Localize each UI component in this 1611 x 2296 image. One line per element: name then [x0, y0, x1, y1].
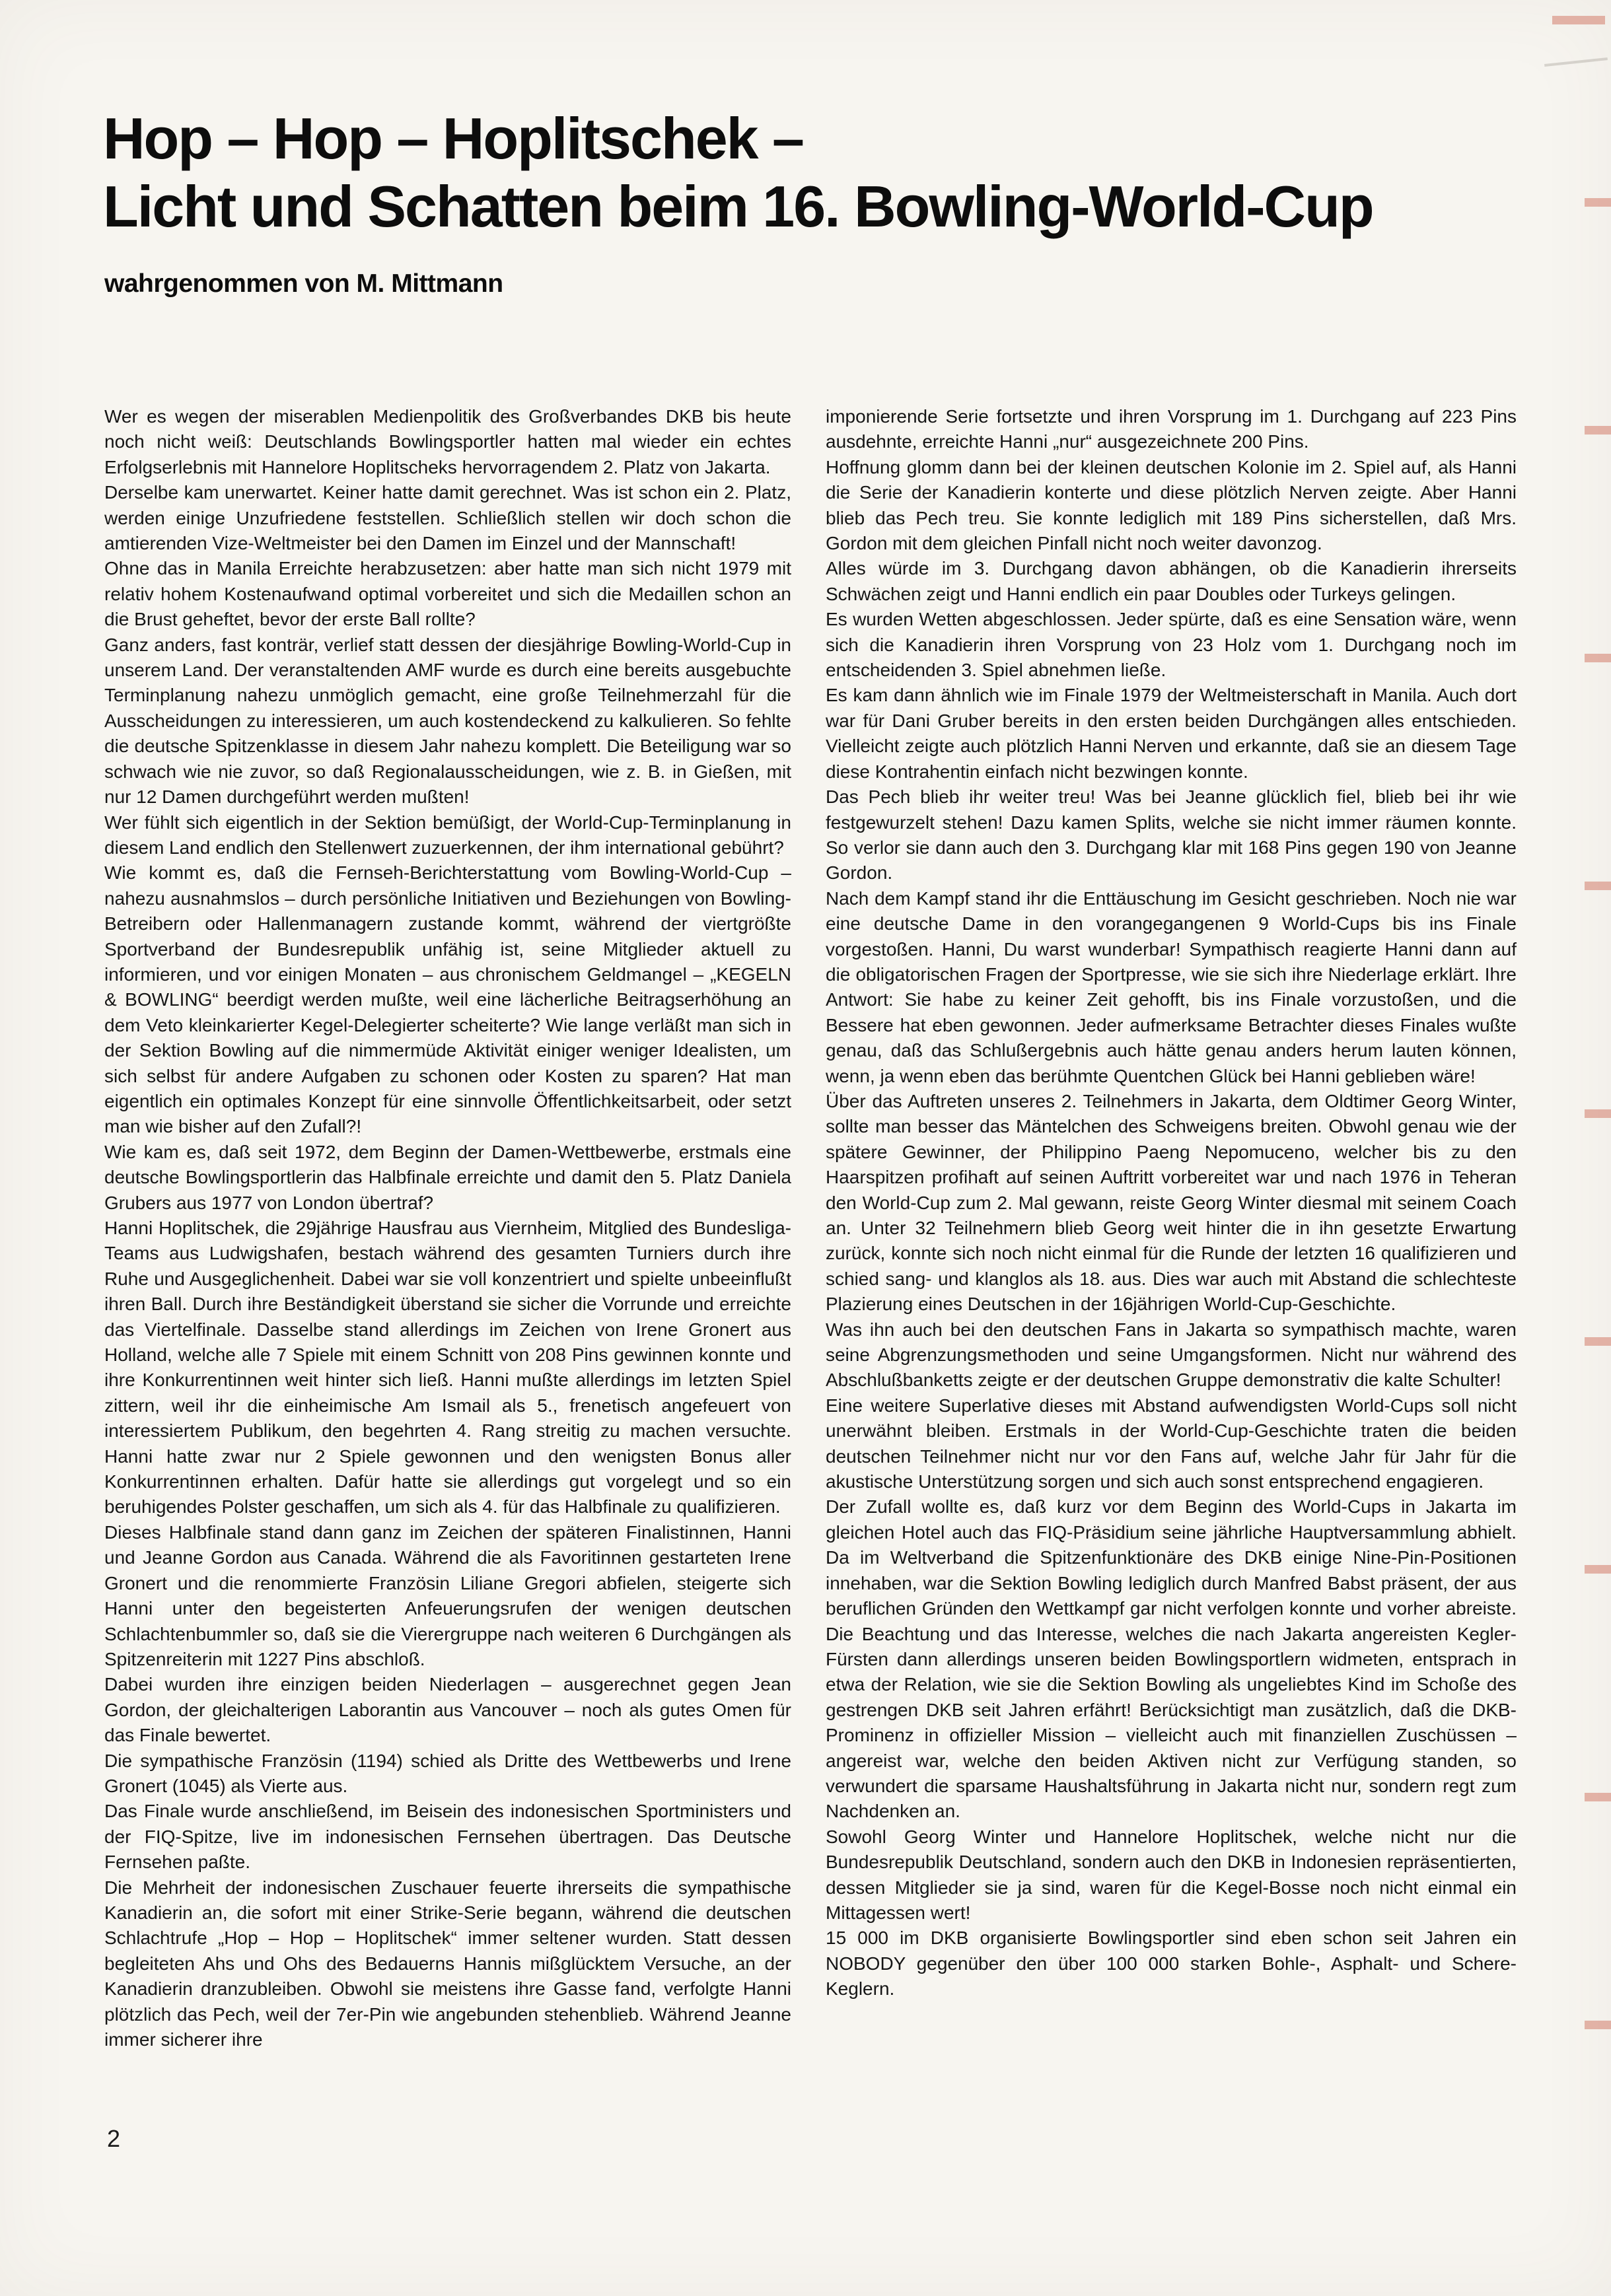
article-column-left [104, 404, 791, 2052]
registration-mark [1585, 882, 1611, 890]
registration-mark [1585, 654, 1611, 662]
paragraph: imponierende Serie fortsetzte und ihren Vorsprung im 1. Durchgang auf 223 Pins ausdehnte, erreichte Hanni „nur“ ausgezeichnete 200 Pins. [826, 406, 1517, 452]
paragraph: Alles würde im 3. Durchgang davon abhängen, ob die Kanadierin ihrerseits Schwächen zeigt und Hanni endlich ein paar Doubles oder Turkeys gelingen. [826, 558, 1517, 604]
paragraph: Derselbe kam unerwartet. Keiner hatte damit gerechnet. Was ist schon ein 2. Platz, werden einige Unzufriedene feststellen. Schließlich stellen wir doch schon die amtierenden Vize-Weltmeister bei den Damen im Einzel und der Mannschaft! [104, 482, 791, 554]
paragraph: Hoffnung glomm dann bei der kleinen deutschen Kolonie im 2. Spiel auf, als Hanni die Serie der Kanadierin konterte und diese plötzlich Nerven zeigte. Aber Hanni blieb das Pech treu. Sie konnte lediglich mit 189 Pins sicherstellen, daß Mrs. Gordon mit dem gleichen Pinfall nicht noch weiter davonzog. [826, 456, 1517, 554]
paragraph: Dieses Halbfinale stand dann ganz im Zeichen der späteren Finalistinnen, Hanni und Jeanne Gordon aus Canada. Während die als Favoritinnen gestarteten Irene Gronert und die renommierte Französin Liliane Gregori abfielen, steigerte sich Hanni unter den begeisterten Anfeuerungsrufen der wenigen deutschen Schlachtenbummler so, daß sie die Vierergruppe nach weiteren 6 Durchgängen als Spitzenreiterin mit 1227 Pins abschloß. [104, 1521, 791, 1669]
paragraph: Über das Auftreten unseres 2. Teilnehmers in Jakarta, dem Oldtimer Georg Winter, sollte man besser das Mäntelchen des Schweigens breiten. Obwohl genau wie der spätere Gewinner, der Philippino Paeng Nepomuceno, welcher bis zu den Haarspitzen profihaft auf seinen Auftritt vorbereitet war und nach 1976 in Teheran den World-Cup zum 2. Mal gewann, reiste Georg Winter diesmal mit seinem Coach an. Unter 32 Teilnehmern blieb Georg weit hinter die in ihn gesetzte Erwartung zurück, konnte sich noch nicht einmal für die Runde der letzten 16 qualifizieren und schied sang- und klanglos als 18. aus. Dies war auch mit Abstand die schlechteste Plazierung eines Deutschen in der 16jährigen World-Cup-Geschichte. [826, 1090, 1517, 1315]
registration-mark [1585, 1337, 1611, 1346]
registration-mark [1552, 16, 1605, 24]
registration-mark [1585, 1793, 1611, 1801]
paragraph: Die sympathische Französin (1194) schied als Dritte des Wettbewerbs und Irene Gronert (1045) als Vierte aus. [104, 1750, 791, 1796]
paragraph: Das Finale wurde anschließend, im Beisein des indonesischen Sportministers und der FIQ-Spitze, live im indonesischen Fernsehen übertragen. Das Deutsche Fernsehen paßte. [104, 1801, 791, 1873]
article-byline: wahrgenommen von M. Mittmann [104, 269, 503, 298]
paragraph: Ganz anders, fast konträr, verlief statt dessen der diesjährige Bowling-World-Cup in unserem Land. Der veranstaltenden AMF wurde es durch eine bereits ausgebuchte Terminplanung nahezu unmöglich gemacht, eine große Teilnehmerzahl für die Ausscheidungen zu interessieren, um auch kostendeckend zu kalkulieren. So fehlte die deutsche Spitzenklasse in diesem Jahr nahezu komplett. Die Beteiligung war so schwach wie nie zuvor, so daß Regionalausscheidungen, wie z. B. in Gießen, mit nur 12 Damen durchgeführt werden mußten! [104, 634, 791, 808]
headline-line-1: Hop – Hop – Hoplitschek – [103, 106, 803, 171]
headline-line-2: Licht und Schatten beim 16. Bowling-World-Cup [103, 174, 1373, 239]
registration-mark [1585, 1565, 1611, 1574]
paragraph: Es kam dann ähnlich wie im Finale 1979 der Weltmeisterschaft in Manila. Auch dort war für Dani Gruber bereits in den ersten beiden Durchgängen alles entschieden. Vielleicht zeigte auch plötzlich Hanni Nerven und erkannte, daß sie an diesem Tage diese Kontrahentin einfach nicht bezwingen konnte. [826, 685, 1517, 782]
registration-mark [1585, 1109, 1611, 1118]
paragraph: Wer fühlt sich eigentlich in der Sektion bemüßigt, der World-Cup-Terminplanung in diesem Land endlich den Stellenwert zuzuerkennen, der ihm international gebührt? [104, 812, 791, 858]
paragraph: Hanni Hoplitschek, die 29jährige Hausfrau aus Viernheim, Mitglied des Bundesliga-Teams aus Ludwigshafen, bestach während des gesamten Turniers durch ihre Ruhe und Ausgeglichenheit. Dabei war sie voll konzentriert und spielte unbeeinflußt ihren Ball. Durch ihre Beständigkeit überstand sie sicher die Vorrunde und erreichte das Viertelfinale. Dasselbe stand allerdings im Zeichen von Irene Gronert aus Holland, welche alle 7 Spiele mit einem Schnitt von 208 Pins gewinnen konnte und ihre Konkurrentinnen weit hinter sich ließ. Hanni mußte allerdings im letzten Spiel zittern, weil ihr die einheimische Am Ismail als 5., frenetisch angefeuert von interessiertem Publikum, den begehrten 4. Rang streitig zu machen versuchte. Hanni hatte zwar nur 2 Spiele gewonnen und den wenigsten Bonus aller Konkurrentinnen erhalten. Dafür hatte sie allerdings gut vorgelegt und so ein beruhigendes Polster geschaffen, um sich als 4. für das Halbfinale zu qualifizieren. [104, 1218, 791, 1517]
paragraph: Das Pech blieb ihr weiter treu! Was bei Jeanne glücklich fiel, blieb bei ihr wie festgewurzelt stehen! Dazu kamen Splits, welche sie nicht immer räumen konnte. So verlor sie dann auch den 3. Durchgang klar mit 168 Pins gegen 190 von Jeanne Gordon. [826, 786, 1517, 884]
paragraph: Was ihn auch bei den deutschen Fans in Jakarta so sympathisch machte, waren seine Abgrenzungsmethoden und seine Umgangsformen. Nicht nur während des Abschlußbanketts zeigte er der deutschen Gruppe demonstrativ die kalte Schulter! [826, 1319, 1517, 1391]
paragraph: Es wurden Wetten abgeschlossen. Jeder spürte, daß es eine Sensation wäre, wenn sich die Kanadierin ihren Vorsprung von 23 Holz vom 1. Durchgang noch im entscheidenden 3. Spiel abnehmen ließe. [826, 609, 1517, 681]
article-headline [103, 104, 1373, 240]
registration-mark [1585, 2021, 1611, 2029]
registration-mark [1585, 426, 1611, 435]
paragraph: Wer es wegen der miserablen Medienpolitik des Großverbandes DKB bis heute noch nicht weiß: Deutschlands Bowlingsportler hatten mal wieder ein echtes Erfolgserlebnis mit Hannelore Hoplitscheks hervorragendem 2. Platz von Jakarta. [104, 406, 791, 477]
paragraph: Nach dem Kampf stand ihr die Enttäuschung im Gesicht geschrieben. Noch nie war eine deutsche Dame in den vorangegangenen 9 World-Cups bis ins Finale vorgestoßen. Hanni, Du warst wunderbar! Sympathisch reagierte Hanni dann auf die obligatorischen Fragen der Sportpresse, wie sie sich ihre Niederlage erklärt. Ihre Antwort: Sie habe zu keiner Zeit gehofft, bis ins Finale vorzustoßen, und die Bessere hat eben gewonnen. Jeder aufmerksame Betrachter dieses Finales wußte genau, daß das Schlußergebnis auch hätte genau anders herum lauten können, wenn, ja wenn eben das berühmte Quentchen Glück bei Hanni geblieben wäre! [826, 887, 1517, 1086]
paragraph: Eine weitere Superlative dieses mit Abstand aufwendigsten World-Cups soll nicht unerwähnt bleiben. Erstmals in der World-Cup-Geschichte traten die beiden deutschen Teilnehmer nicht nur vor den Fans auf, welche Jahr für Jahr für die akustische Unterstützung sorgen und sich auch sonst entsprechend engagieren. [826, 1395, 1517, 1492]
page-number: 2 [107, 2125, 121, 2152]
registration-mark [1585, 198, 1611, 207]
paragraph: Die Mehrheit der indonesischen Zuschauer feuerte ihrerseits die sympathische Kanadierin an, die sofort mit einer Strike-Serie begann, während die deutschen Schlachtrufe „Hop – Hop – Hoplitschek“ immer seltener wurden. Statt dessen begleiteten Ahs und Ohs des Bedauerns Hannis mißglücktem Versuche, an der Kanadierin dranzubleiben. Obwohl sie meistens ihre Gasse fand, verfolgte Hanni plötzlich das Pech, weil der 7er-Pin wie angebunden stehenblieb. Während Jeanne immer sicherer ihre [104, 1877, 791, 2050]
paragraph: Dabei wurden ihre einzigen beiden Niederlagen – ausgerechnet gegen Jean Gordon, der gleichalterigen Laborantin aus Vancouver – noch als gutes Omen für das Finale bewertet. [104, 1674, 791, 1746]
paragraph: Wie kommt es, daß die Fernseh-Berichterstattung vom Bowling-World-Cup – nahezu ausnahmslos – durch persönliche Initiativen und Beziehungen von Bowling-Betreibern oder Hallenmanagern zustande kommt, während der viertgrößte Sportverband der Bundesrepublik unfähig ist, seine Mitglieder aktuell zu informieren, und vor einigen Monaten – aus chronischem Geldmangel – „KEGELN & BOWLING“ beerdigt werden mußte, weil eine lächerliche Beitragserhöhung an dem Veto kleinkarierter Kegel-Delegierter scheiterte? Wie lange verläßt man sich in der Sektion Bowling auf die nimmermüde Aktivität einiger weniger Idealisten, um sich selbst für andere Aufgaben zu schonen oder Kosten zu sparen? Hat man eigentlich ein optimales Konzept für eine sinnvolle Öffentlichkeitsarbeit, oder setzt man wie bisher auf den Zufall?! [104, 862, 791, 1137]
paragraph: Wie kam es, daß seit 1972, dem Beginn der Damen-Wettbewerbe, erstmals eine deutsche Bowlingsportlerin das Halbfinale erreichte und damit den 5. Platz Daniela Grubers aus 1977 von London übertraf? [104, 1141, 791, 1213]
paragraph: 15 000 im DKB organisierte Bowlingsportler sind eben schon seit Jahren ein NOBODY gegenüber den über 100 000 starken Bohle-, Asphalt- und Schere-Keglern. [826, 1928, 1517, 2000]
scan-artifact [1544, 57, 1608, 67]
article-column-right [826, 404, 1517, 2002]
paragraph: Der Zufall wollte es, daß kurz vor dem Beginn des World-Cups in Jakarta im gleichen Hotel auch das FIQ-Präsidium seine jährliche Hauptversammlung abhielt. Da im Weltverband die Spitzenfunktionäre des DKB einige Nine-Pin-Positionen innehaben, war die Sektion Bowling lediglich durch Manfred Babst präsent, der aus beruflichen Gründen den Wettkampf gar nicht verfolgen konnte und vorher abreiste. Die Beachtung und das Interesse, welches die nach Jakarta angereisten Kegler-Fürsten dann allerdings unseren beiden Bowlingsportlern widmeten, entsprach in etwa der Relation, wie sie die Sektion Bowling als ungeliebtes Kind im Schoße des gestrengen DKB seit Jahren erfährt! Berücksichtigt man zusätzlich, daß die DKB-Prominenz in offizieller Mission – vielleicht auch mit finanziellen Zuschüssen – angereist war, welche den beiden Aktiven nicht zur Verfügung standen, so verwundert die sparsame Haushaltsführung in Jakarta nicht nur, sondern regt zum Nachdenken an. [826, 1496, 1517, 1822]
paragraph: Sowohl Georg Winter und Hannelore Hoplitschek, welche nicht nur die Bundesrepublik Deutschland, sondern auch den DKB in Indonesien repräsentierten, dessen Mitglieder sie ja sind, waren für die Kegel-Bosse noch nicht einmal ein Mittagessen wert! [826, 1826, 1517, 1923]
paragraph: Ohne das in Manila Erreichte herabzusetzen: aber hatte man sich nicht 1979 mit relativ hohem Kostenaufwand optimal vorbereitet und sich die Medaillen schon an die Brust geheftet, bevor der erste Ball rollte? [104, 558, 791, 630]
